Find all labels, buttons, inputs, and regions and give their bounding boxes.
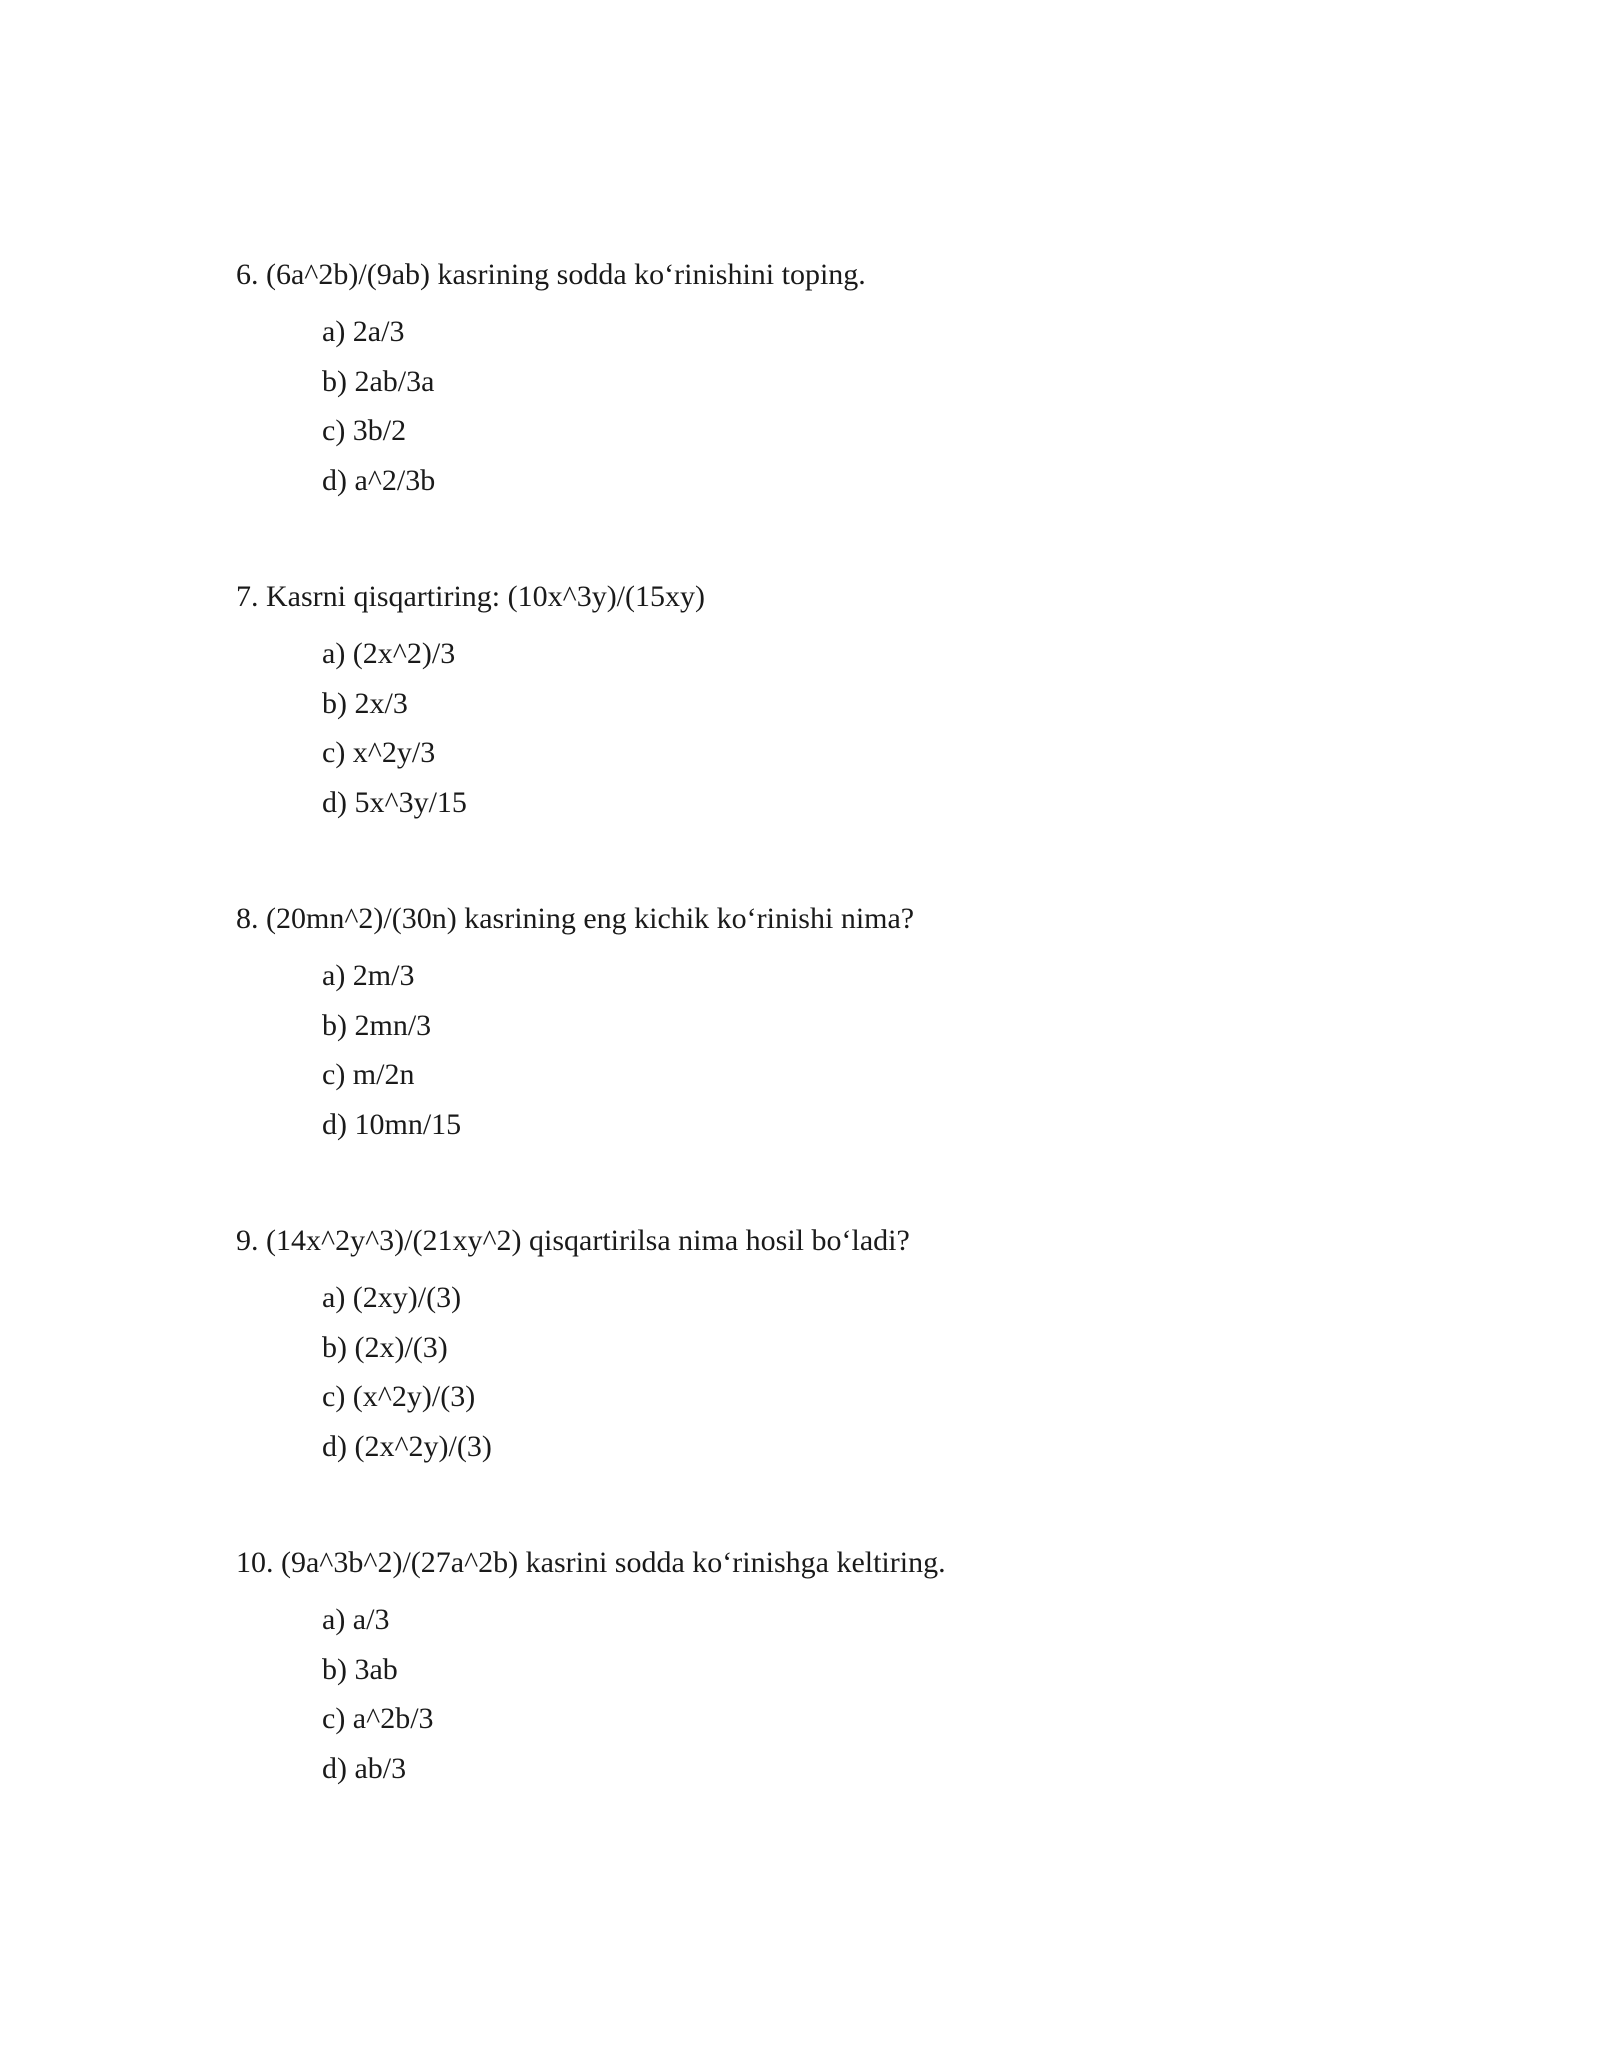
option-c: c) a^2b/3 <box>322 1702 434 1735</box>
question-text: 6. (6a^2b)/(9ab) kasrining sodda ko‘rinishini toping. <box>236 258 866 291</box>
answer-options <box>322 1277 1436 1468</box>
answer-options <box>322 311 1436 502</box>
option-d: d) a^2/3b <box>322 463 436 497</box>
option-c: c) (x^2y)/(3) <box>322 1380 476 1413</box>
question-text: 8. (20mn^2)/(30n) kasrining eng kichik ko‘rinishi nima? <box>236 902 915 935</box>
option-b: b) 2x/3 <box>322 686 408 720</box>
option-d: d) 10mn/15 <box>322 1107 462 1141</box>
option-d: d) ab/3 <box>322 1751 407 1785</box>
question-7 <box>236 576 1436 831</box>
question-text: 9. (14x^2y^3)/(21xy^2) qisqartirilsa nima hosil bo‘ladi? <box>236 1224 910 1257</box>
option-c: c) 3b/2 <box>322 414 407 447</box>
option-b: b) 2ab/3a <box>322 364 435 398</box>
option-a: a) (2x^2)/3 <box>322 637 456 670</box>
option-a: a) a/3 <box>322 1603 390 1636</box>
answer-options <box>322 955 1436 1146</box>
question-text: 7. Kasrni qisqartiring: (10x^3y)/(15xy) <box>236 580 705 613</box>
question-9 <box>236 1220 1436 1475</box>
answer-options <box>322 1599 1436 1790</box>
option-b: b) 2mn/3 <box>322 1008 432 1042</box>
option-c: c) m/2n <box>322 1058 415 1091</box>
option-b: b) 3ab <box>322 1652 398 1686</box>
option-b: b) (2x)/(3) <box>322 1330 448 1364</box>
option-a: a) 2a/3 <box>322 315 405 348</box>
option-a: a) 2m/3 <box>322 959 415 992</box>
question-text: 10. (9a^3b^2)/(27a^2b) kasrini sodda ko‘rinishga keltiring. <box>236 1546 946 1579</box>
question-10 <box>236 1542 1436 1797</box>
option-a: a) (2xy)/(3) <box>322 1281 462 1314</box>
question-6 <box>236 254 1436 509</box>
answer-options <box>322 633 1436 824</box>
option-c: c) x^2y/3 <box>322 736 436 769</box>
question-8 <box>236 898 1436 1153</box>
option-d: d) 5x^3y/15 <box>322 785 467 819</box>
option-d: d) (2x^2y)/(3) <box>322 1429 492 1463</box>
